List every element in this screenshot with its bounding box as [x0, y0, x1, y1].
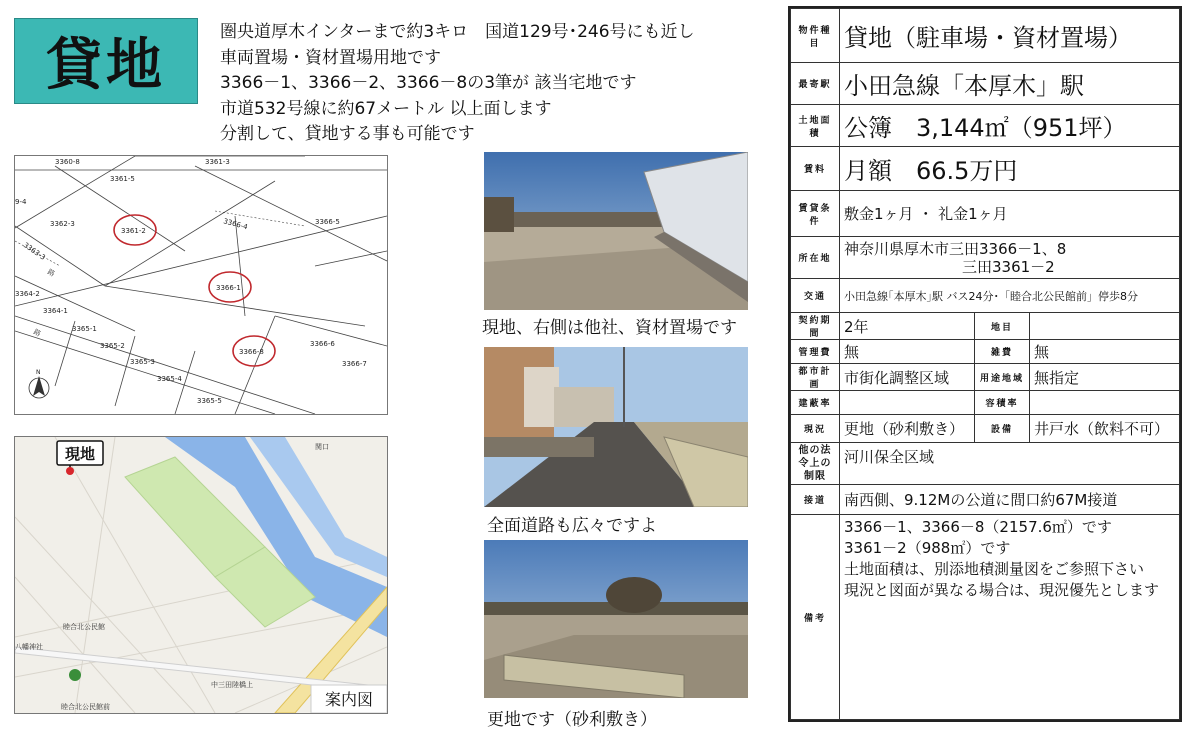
- remark-line: 土地面積は、別添地積測量図をご参照下さい: [844, 560, 1145, 578]
- lot-label: 3366-5: [315, 218, 340, 226]
- photo-caption-1: 現地、右側は他社、資材置場です: [482, 318, 737, 338]
- property-spec-table: [788, 6, 1182, 722]
- value-type: 貸地（駐車場・資材置場）: [840, 9, 1180, 63]
- lot-label: 3366-1: [216, 284, 241, 292]
- value-law: 河川保全区域: [840, 443, 1180, 485]
- label-ground: 地目: [975, 313, 1030, 340]
- label-remarks: 備考: [791, 515, 840, 720]
- lot-label: 3361-5: [110, 175, 135, 183]
- map-place: 睦合北公民館: [63, 623, 105, 631]
- label-status: 現況: [791, 415, 840, 443]
- lot-label: 9-4: [15, 198, 27, 206]
- lot-label: 3364-1: [43, 307, 68, 315]
- lot-label: 3366-4: [222, 217, 249, 232]
- map-caption: 案内図: [324, 690, 374, 709]
- value-transport: 小田急線｢本厚木｣駅 バス24分･「睦合北公民館前」停歩8分: [840, 279, 1180, 313]
- label-road: 接道: [791, 485, 840, 515]
- label-law: 他の法令上の制限: [791, 443, 840, 485]
- value-location: [840, 237, 1180, 279]
- label-period: 契約期間: [791, 313, 840, 340]
- lot-label: 3365-2: [100, 342, 125, 350]
- value-zone: 無指定: [1030, 364, 1180, 391]
- value-plan: 市街化調整区域: [840, 364, 975, 391]
- lot-label: 路: [32, 327, 43, 339]
- label-area: 土地面積: [791, 105, 840, 147]
- lot-label: 3365-4: [157, 375, 182, 383]
- lot-label: 3361-2: [121, 227, 146, 235]
- lot-label: 3361-3: [205, 158, 230, 166]
- label-terms: 賃貸条件: [791, 191, 840, 237]
- value-remarks: [840, 515, 1180, 720]
- intro-line: 車両置場・資材置場用地です: [220, 47, 441, 68]
- lot-label: 3366-8: [239, 348, 264, 356]
- value-ground: [1030, 313, 1180, 340]
- label-location: 所在地: [791, 237, 840, 279]
- remark-line: 3361－2（988㎡）です: [844, 539, 1011, 557]
- value-far: [1030, 391, 1180, 415]
- photo-1: [484, 152, 748, 310]
- lot-label: 路: [46, 267, 57, 279]
- lot-label: 3364-2: [15, 290, 40, 298]
- photo-3: [484, 540, 748, 698]
- label-type: 物件種目: [791, 9, 840, 63]
- value-station: 小田急線「本厚木」駅: [840, 63, 1180, 105]
- intro-text: [220, 20, 780, 148]
- lot-label: 3362-3: [50, 220, 75, 228]
- label-far: 容積率: [975, 391, 1030, 415]
- map-place: 睦合北公民館前: [61, 703, 110, 711]
- value-period: 2年: [840, 313, 975, 340]
- value-misc: 無: [1030, 340, 1180, 364]
- label-misc: 雑費: [975, 340, 1030, 364]
- photo-caption-3: 更地です（砂利敷き）: [487, 710, 657, 730]
- label-mgmt: 管理費: [791, 340, 840, 364]
- intro-line: 3366－1、3366－2、3366－8の3筆が 該当宅地です: [220, 73, 637, 93]
- north-arrow-icon: [29, 369, 49, 398]
- lot-map: [14, 155, 388, 415]
- remark-line: 現況と図面が異なる場合は、現況優先とします: [844, 581, 1160, 599]
- site-pin-icon: [66, 467, 74, 475]
- lot-label: 3366-6: [310, 340, 335, 348]
- lot-label: 3365-1: [72, 325, 97, 333]
- map-place: 関口: [315, 443, 329, 451]
- label-facility: 設備: [975, 415, 1030, 443]
- photo-2: [484, 347, 748, 507]
- intro-line: 市道532号線に約67メートル 以上面します: [220, 98, 552, 119]
- remark-line: 3366－1、3366－8（2157.6㎡）です: [844, 518, 1112, 536]
- label-station: 最寄駅: [791, 63, 840, 105]
- label-transport: 交通: [791, 279, 840, 313]
- label-zone: 用途地域: [975, 364, 1030, 391]
- map-place: 中三田陸橋上: [211, 681, 253, 689]
- intro-line: 分割して、貸地する事も可能です: [220, 124, 475, 144]
- value-status: 更地（砂利敷き）: [840, 415, 975, 443]
- title-badge: 貸地: [14, 18, 198, 104]
- label-plan: 都市計画: [791, 364, 840, 391]
- lot-label: 3360-8: [55, 158, 80, 166]
- value-area: 公簿 3,144㎡（951坪）: [840, 105, 1180, 147]
- value-road: 南西側、9.12Mの公道に間口約67M接道: [840, 485, 1180, 515]
- map-place: 八幡神社: [15, 643, 43, 651]
- photo-caption-2: 全面道路も広々ですよ: [487, 516, 657, 536]
- value-terms: 敷金1ヶ月 ・ 礼金1ヶ月: [840, 191, 1180, 237]
- lot-label: 3363-3: [21, 241, 47, 262]
- lot-label: 3366-7: [342, 360, 367, 368]
- location-line-2: 三田3361－2: [962, 257, 1055, 276]
- value-rent: 月額 66.5万円: [840, 147, 1180, 191]
- site-label: 現地: [64, 445, 96, 463]
- lot-label: 3365-3: [130, 358, 155, 366]
- location-line-1: 神奈川県厚木市三田3366－1、8: [844, 239, 1067, 258]
- lot-boundaries: [15, 156, 387, 414]
- value-facility: 井戸水（飲料不可）: [1030, 415, 1180, 443]
- label-bcr: 建蔽率: [791, 391, 840, 415]
- value-bcr: [840, 391, 975, 415]
- convenience-store-icon: [69, 669, 81, 681]
- intro-line: 圏央道厚木インターまで約3キロ 国道129号･246号にも近し: [220, 22, 695, 42]
- svg-text:N: N: [36, 369, 41, 376]
- area-map: [14, 436, 388, 714]
- lot-label: 3365-5: [197, 397, 222, 405]
- value-mgmt: 無: [840, 340, 975, 364]
- label-rent: 賃料: [791, 147, 840, 191]
